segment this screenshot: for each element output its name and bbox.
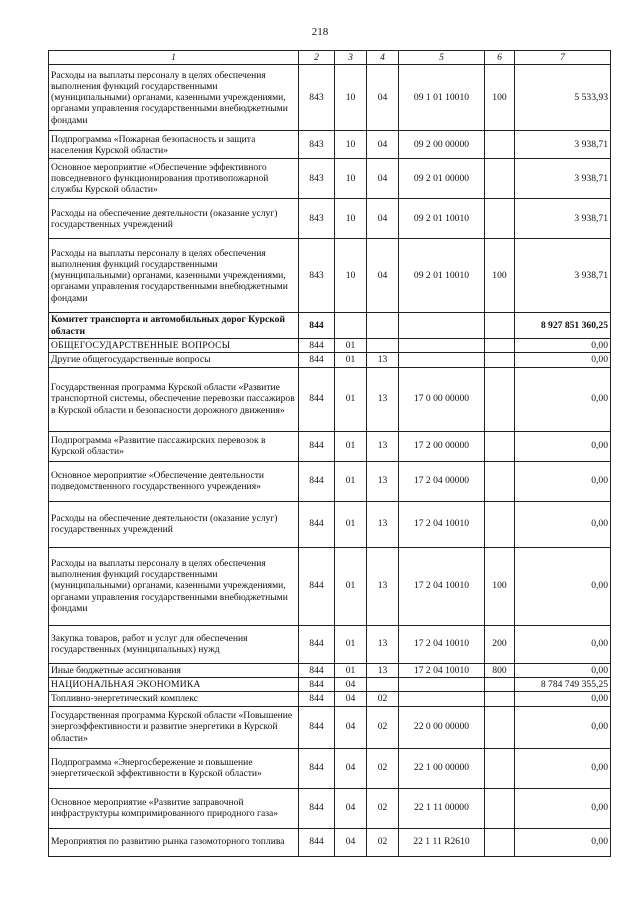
expense-type-code — [485, 313, 515, 339]
target-article-code: 22 0 00 00000 — [399, 706, 485, 748]
section-code: 10 — [335, 159, 367, 199]
subsection-code: 04 — [367, 239, 399, 313]
row-name: Расходы на выплаты персоналу в целях обеспечения выполнения функций государственными (муниципальными) органами, казенными учреждениями, органами управления государственными внебюджетными фондами — [49, 239, 299, 313]
amount: 3 938,71 — [515, 131, 611, 159]
ministry-code: 843 — [299, 239, 335, 313]
expense-type-code: 200 — [485, 625, 515, 663]
expense-type-code: 100 — [485, 239, 515, 313]
table-row — [49, 547, 611, 625]
table-row — [49, 828, 611, 856]
section-code: 04 — [335, 677, 367, 691]
budget-table — [48, 50, 611, 857]
ministry-code: 843 — [299, 131, 335, 159]
section-code: 10 — [335, 199, 367, 239]
target-article-code: 22 1 11 00000 — [399, 788, 485, 828]
row-name: ОБЩЕГОСУДАРСТВЕННЫЕ ВОПРОСЫ — [49, 338, 299, 352]
subsection-code: 13 — [367, 353, 399, 367]
subsection-code: 13 — [367, 663, 399, 677]
ministry-code: 844 — [299, 431, 335, 461]
row-name: Топливно-энергетический комплекс — [49, 692, 299, 706]
amount: 0,00 — [515, 663, 611, 677]
subsection-code: 13 — [367, 367, 399, 431]
row-name: Комитет транспорта и автомобильных дорог Курской области — [49, 313, 299, 339]
expense-type-code — [485, 338, 515, 352]
section-code: 01 — [335, 338, 367, 352]
table-row — [49, 677, 611, 691]
expense-type-code: 800 — [485, 663, 515, 677]
subsection-code: 13 — [367, 547, 399, 625]
section-code: 01 — [335, 547, 367, 625]
amount: 0,00 — [515, 547, 611, 625]
row-name: Расходы на выплаты персоналу в целях обеспечения выполнения функций государственными (муниципальными) органами, казенными учреждениями, органами управления государственными внебюджетными фондами — [49, 65, 299, 131]
row-name: Иные бюджетные ассигнования — [49, 663, 299, 677]
expense-type-code: 100 — [485, 547, 515, 625]
target-article-code: 09 2 01 10010 — [399, 199, 485, 239]
column-header: 7 — [515, 51, 611, 65]
table-row — [49, 625, 611, 663]
amount: 0,00 — [515, 338, 611, 352]
ministry-code: 844 — [299, 501, 335, 547]
subsection-code: 04 — [367, 159, 399, 199]
table-row — [49, 199, 611, 239]
amount: 8 927 851 360,25 — [515, 313, 611, 339]
table-row — [49, 692, 611, 706]
expense-type-code — [485, 353, 515, 367]
row-name: Закупка товаров, работ и услуг для обеспечения государственных (муниципальных) нужд — [49, 625, 299, 663]
amount: 0,00 — [515, 828, 611, 856]
section-code: 10 — [335, 131, 367, 159]
expense-type-code — [485, 828, 515, 856]
ministry-code: 844 — [299, 547, 335, 625]
row-name: Основное мероприятие «Обеспечение эффективного повседневного функционирования противопожарной службы Курской области» — [49, 159, 299, 199]
subsection-code: 02 — [367, 692, 399, 706]
amount: 0,00 — [515, 461, 611, 501]
table-row — [49, 131, 611, 159]
expense-type-code — [485, 706, 515, 748]
ministry-code: 844 — [299, 748, 335, 788]
subsection-code: 02 — [367, 706, 399, 748]
subsection-code: 13 — [367, 431, 399, 461]
amount: 0,00 — [515, 706, 611, 748]
section-code: 01 — [335, 625, 367, 663]
amount: 0,00 — [515, 353, 611, 367]
section-code: 01 — [335, 501, 367, 547]
target-article-code: 09 1 01 10010 — [399, 65, 485, 131]
target-article-code: 17 0 00 00000 — [399, 367, 485, 431]
table-row — [49, 748, 611, 788]
table-row — [49, 65, 611, 131]
amount: 0,00 — [515, 788, 611, 828]
ministry-code: 844 — [299, 461, 335, 501]
column-header: 4 — [367, 51, 399, 65]
section-code: 04 — [335, 706, 367, 748]
subsection-code: 13 — [367, 625, 399, 663]
amount: 5 533,93 — [515, 65, 611, 131]
row-name: Расходы на выплаты персоналу в целях обеспечения выполнения функций государственными (муниципальными) органами, казенными учреждениями, органами управления государственными внебюджетными фондами — [49, 547, 299, 625]
target-article-code: 17 2 04 10010 — [399, 663, 485, 677]
target-article-code: 09 2 01 00000 — [399, 159, 485, 199]
table-row — [49, 159, 611, 199]
ministry-code: 844 — [299, 663, 335, 677]
subsection-code — [367, 677, 399, 691]
table-row — [49, 501, 611, 547]
amount: 3 938,71 — [515, 199, 611, 239]
ministry-code: 844 — [299, 625, 335, 663]
ministry-code: 843 — [299, 159, 335, 199]
section-code — [335, 313, 367, 339]
amount: 0,00 — [515, 367, 611, 431]
expense-type-code: 100 — [485, 65, 515, 131]
row-name: Государственная программа Курской области «Повышение энергоэффективности и развитие энергетики в Курской области» — [49, 706, 299, 748]
target-article-code: 09 2 00 00000 — [399, 131, 485, 159]
target-article-code: 22 1 11 R2610 — [399, 828, 485, 856]
subsection-code: 02 — [367, 788, 399, 828]
target-article-code: 17 2 00 00000 — [399, 431, 485, 461]
target-article-code: 17 2 04 10010 — [399, 625, 485, 663]
subsection-code — [367, 338, 399, 352]
expense-type-code — [485, 788, 515, 828]
row-name: Основное мероприятие «Обеспечение деятельности подведомственного государственного учреждения» — [49, 461, 299, 501]
amount: 0,00 — [515, 501, 611, 547]
table-row — [49, 353, 611, 367]
ministry-code: 844 — [299, 828, 335, 856]
row-name: Основное мероприятие «Развитие заправочной инфраструктуры компримированного природного газа» — [49, 788, 299, 828]
column-header: 6 — [485, 51, 515, 65]
ministry-code: 844 — [299, 367, 335, 431]
expense-type-code — [485, 367, 515, 431]
ministry-code: 843 — [299, 199, 335, 239]
amount: 3 938,71 — [515, 239, 611, 313]
target-article-code — [399, 313, 485, 339]
ministry-code: 844 — [299, 677, 335, 691]
ministry-code: 844 — [299, 338, 335, 352]
ministry-code: 844 — [299, 788, 335, 828]
subsection-code: 13 — [367, 461, 399, 501]
row-name: Подпрограмма «Пожарная безопасность и защита населения Курской области» — [49, 131, 299, 159]
amount: 8 784 749 355,25 — [515, 677, 611, 691]
section-code: 04 — [335, 692, 367, 706]
expense-type-code — [485, 677, 515, 691]
section-code: 04 — [335, 828, 367, 856]
target-article-code: 22 1 00 00000 — [399, 748, 485, 788]
subsection-code: 04 — [367, 131, 399, 159]
expense-type-code — [485, 159, 515, 199]
section-code: 01 — [335, 431, 367, 461]
expense-type-code — [485, 199, 515, 239]
subsection-code: 04 — [367, 65, 399, 131]
expense-type-code — [485, 748, 515, 788]
target-article-code: 17 2 04 10010 — [399, 501, 485, 547]
subsection-code: 02 — [367, 828, 399, 856]
target-article-code: 17 2 04 00000 — [399, 461, 485, 501]
target-article-code: 17 2 04 10010 — [399, 547, 485, 625]
subsection-code: 13 — [367, 501, 399, 547]
amount: 0,00 — [515, 748, 611, 788]
section-code: 01 — [335, 353, 367, 367]
section-code: 04 — [335, 788, 367, 828]
amount: 0,00 — [515, 625, 611, 663]
table-header-row — [49, 51, 611, 65]
subsection-code: 04 — [367, 199, 399, 239]
expense-type-code — [485, 501, 515, 547]
target-article-code — [399, 338, 485, 352]
subsection-code: 02 — [367, 748, 399, 788]
table-row — [49, 461, 611, 501]
target-article-code: 09 2 01 10010 — [399, 239, 485, 313]
expense-type-code — [485, 431, 515, 461]
section-code: 01 — [335, 663, 367, 677]
column-header: 2 — [299, 51, 335, 65]
row-name: Государственная программа Курской области «Развитие транспортной системы, обеспечение перевозки пассажиров в Курской области и безопасности дорожного движения» — [49, 367, 299, 431]
table-row — [49, 431, 611, 461]
ministry-code: 844 — [299, 313, 335, 339]
table-row — [49, 239, 611, 313]
target-article-code — [399, 692, 485, 706]
expense-type-code — [485, 461, 515, 501]
ministry-code: 844 — [299, 692, 335, 706]
target-article-code — [399, 677, 485, 691]
section-code: 04 — [335, 748, 367, 788]
row-name: Расходы на обеспечение деятельности (оказание услуг) государственных учреждений — [49, 199, 299, 239]
expense-type-code — [485, 131, 515, 159]
row-name: НАЦИОНАЛЬНАЯ ЭКОНОМИКА — [49, 677, 299, 691]
table-row — [49, 663, 611, 677]
column-header: 1 — [49, 51, 299, 65]
expense-type-code — [485, 692, 515, 706]
section-code: 01 — [335, 461, 367, 501]
page-number: 218 — [311, 26, 329, 38]
row-name: Подпрограмма «Развитие пассажирских перевозок в Курской области» — [49, 431, 299, 461]
ministry-code: 844 — [299, 353, 335, 367]
amount: 0,00 — [515, 431, 611, 461]
amount: 3 938,71 — [515, 159, 611, 199]
section-code: 10 — [335, 65, 367, 131]
row-name: Подпрограмма «Энергосбережение и повышение энергетической эффективности в Курской области» — [49, 748, 299, 788]
table-row — [49, 788, 611, 828]
subsection-code — [367, 313, 399, 339]
table-row — [49, 706, 611, 748]
section-code: 10 — [335, 239, 367, 313]
amount: 0,00 — [515, 692, 611, 706]
table-row — [49, 313, 611, 339]
table-row — [49, 367, 611, 431]
column-header: 5 — [399, 51, 485, 65]
row-name: Мероприятия по развитию рынка газомоторного топлива — [49, 828, 299, 856]
section-code: 01 — [335, 367, 367, 431]
target-article-code — [399, 353, 485, 367]
column-header: 3 — [335, 51, 367, 65]
ministry-code: 844 — [299, 706, 335, 748]
ministry-code: 843 — [299, 65, 335, 131]
row-name: Расходы на обеспечение деятельности (оказание услуг) государственных учреждений — [49, 501, 299, 547]
row-name: Другие общегосударственные вопросы — [49, 353, 299, 367]
table-row — [49, 338, 611, 352]
